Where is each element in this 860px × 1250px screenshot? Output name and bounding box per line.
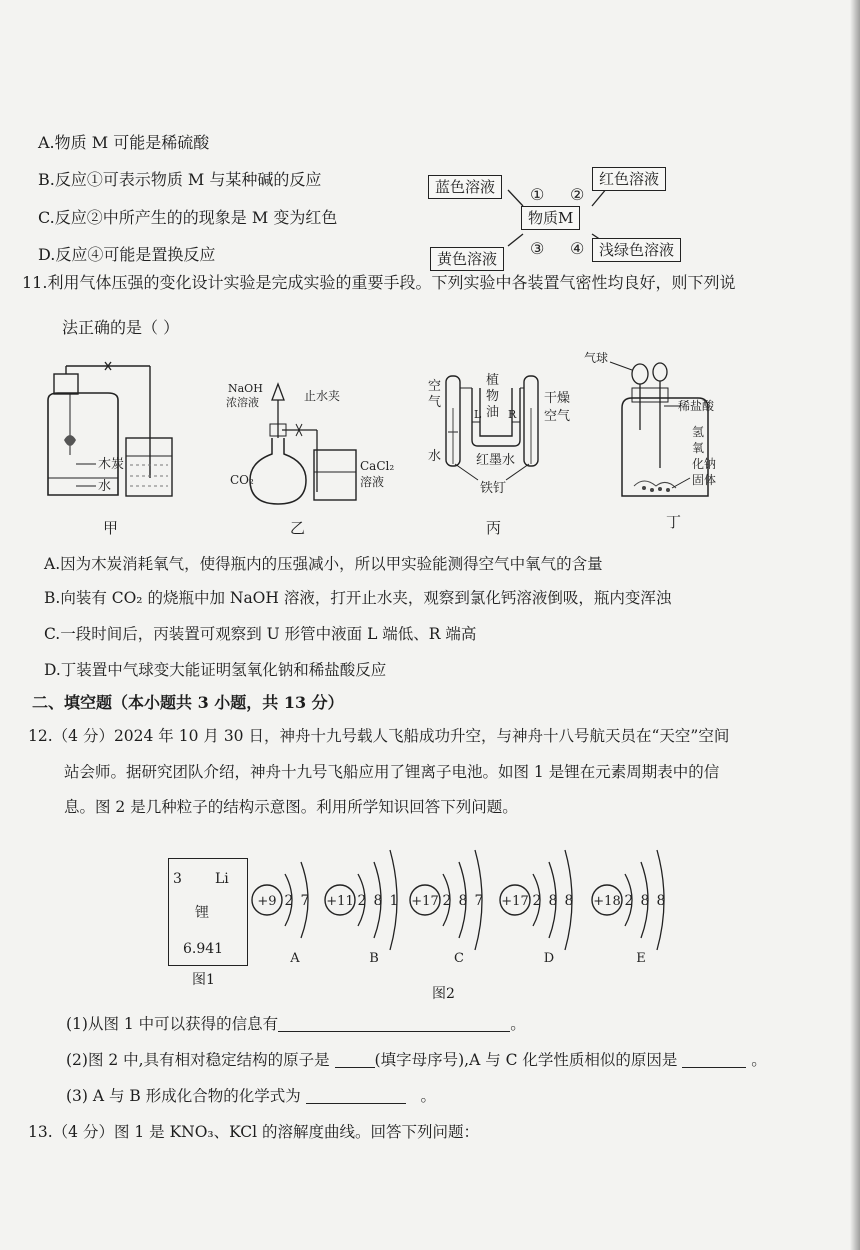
label-balloon: 气球 [584, 351, 609, 365]
label-naoh-solid-4: 固体 [692, 473, 717, 487]
particle-structure-diagrams [245, 830, 695, 980]
q12-sub1 [66, 1014, 526, 1034]
label-charcoal: 木炭 [98, 457, 125, 472]
label-air-1: 空 [428, 379, 442, 394]
electron-count: 8 [548, 893, 558, 909]
apparatus-jia [40, 360, 200, 510]
reaction-number-3: ③ [530, 239, 545, 258]
figure2-caption: 图2 [432, 986, 455, 1002]
label-air-2: 气 [428, 395, 442, 410]
atomic-number: 3 [173, 871, 182, 887]
box-lightgreen-solution: 浅绿色溶液 [592, 238, 681, 262]
q10-option-c: C.反应②中所产生的的现象是 M 变为红色 [38, 208, 338, 227]
particle-letter: B [369, 951, 379, 966]
q11-option-c: C.一段时间后，丙装置可观察到 U 形管中液面 L 端低、R 端高 [44, 625, 477, 643]
particle-letter: C [454, 951, 464, 966]
reaction-number-1: ① [530, 185, 545, 204]
electron-count: 1 [389, 893, 399, 909]
particle-group [252, 850, 665, 966]
label-co2: CO₂ [230, 473, 254, 487]
q11-stem-line1: 11.利用气体压强的变化设计实验是完成实验的重要手段。下列实验中各装置气密性均良好，则下列说 [22, 273, 736, 292]
q10-option-b: B.反应①可表示物质 M 与某种碱的反应 [38, 170, 322, 189]
particle-C [410, 850, 483, 966]
q12-line2: 站会师。据研究团队介绍，神舟十九号飞船应用了锂离子电池。如图 1 是锂在元素周期表中的信 [64, 763, 720, 781]
electron-count: 7 [300, 893, 310, 909]
caption-ding: 丁 [666, 513, 682, 531]
electron-count: 7 [474, 893, 484, 909]
caption-yi: 乙 [290, 519, 306, 537]
electron-count: 2 [532, 893, 542, 909]
label-naoh-solid-3: 化钠 [692, 457, 717, 471]
q12-sub1-end: 。 [510, 1015, 526, 1033]
q13-line1: 13.（4 分）图 1 是 KNO₃、KCl 的溶解度曲线。回答下列问题： [28, 1123, 480, 1141]
label-clamp: 止水夹 [304, 389, 341, 403]
label-red-ink: 红墨水 [476, 453, 516, 468]
electron-count: 2 [357, 893, 367, 909]
element-symbol: Li [215, 871, 229, 887]
label-dilute-hcl: 稀盐酸 [678, 399, 715, 413]
element-cell-li [168, 858, 248, 966]
apparatus-bing [420, 368, 590, 503]
box-blue-solution: 蓝色溶液 [428, 175, 502, 199]
atomic-mass: 6.941 [183, 941, 224, 957]
figure1-caption: 图1 [192, 972, 215, 988]
caption-jia: 甲 [103, 519, 119, 537]
reaction-number-2: ② [570, 185, 585, 204]
arrow-1 [508, 190, 523, 206]
label-iron-nail: 铁钉 [480, 481, 507, 496]
particle-letter: A [290, 951, 300, 966]
nucleus-charge: +17 [411, 894, 439, 909]
box-yellow-solution: 黄色溶液 [430, 247, 504, 271]
particle-D [500, 850, 573, 966]
electron-count: 2 [624, 893, 634, 909]
label-r-end: R [508, 408, 517, 421]
q12-sub2 [66, 1050, 767, 1070]
electron-count: 8 [656, 893, 666, 909]
q12-sub1-text: (1)从图 1 中可以获得的信息有 [66, 1015, 279, 1033]
particle-E [592, 850, 665, 966]
label-cacl2: CaCl₂ [360, 459, 395, 473]
answer-blank-4[interactable] [306, 1087, 406, 1104]
answer-blank-1[interactable] [278, 1015, 510, 1032]
q11-option-a: A.因为木炭消耗氧气，使得瓶内的压强减小，所以甲实验能测得空气中氧气的含量 [44, 555, 603, 573]
q12-sub2-text: (2)图 2 中,具有相对稳定结构的原子是 [66, 1051, 330, 1069]
electron-count: 8 [640, 893, 650, 909]
electron-count: 8 [564, 893, 574, 909]
scan-edge-shadow [850, 0, 860, 1250]
apparatus-yi [222, 380, 402, 505]
electron-count: 2 [442, 893, 452, 909]
label-water-jia: 水 [98, 479, 112, 494]
box-substance-m: 物质M [521, 206, 580, 230]
q12-sub3-text: (3) A 与 B 形成化合物的化学式为 [66, 1087, 301, 1105]
particle-letter: D [543, 951, 555, 966]
answer-blank-2[interactable] [335, 1051, 375, 1068]
q12-sub3-end: 。 [420, 1087, 436, 1105]
reaction-number-4: ④ [570, 239, 585, 258]
q12-line3: 息。图 2 是几种粒子的结构示意图。利用所学知识回答下列问题。 [64, 798, 518, 816]
electron-count: 8 [373, 893, 383, 909]
q11-option-d: D.丁装置中气球变大能证明氢氧化钠和稀盐酸反应 [44, 661, 387, 679]
nucleus-charge: +17 [501, 894, 529, 909]
q12-sub2-end: 。 [751, 1051, 767, 1069]
caption-bing: 丙 [486, 519, 502, 537]
particle-letter: E [636, 951, 646, 966]
label-cacl2-solution: 溶液 [360, 475, 385, 489]
electron-count: 8 [458, 893, 468, 909]
arrow-3 [508, 234, 523, 246]
label-dry-air: 空气 [544, 409, 571, 424]
element-name: 锂 [195, 905, 209, 921]
nucleus-charge: +9 [257, 894, 277, 909]
label-naoh: NaOH [228, 382, 263, 395]
q10-option-d: D.反应④可能是置换反应 [38, 245, 216, 264]
q11-stem-line2: 法正确的是（ ） [62, 318, 180, 337]
label-naoh-conc: 浓溶液 [226, 396, 259, 409]
nucleus-charge: +18 [593, 894, 621, 909]
q12-line1: 12.（4 分）2024 年 10 月 30 日，神舟十九号载人飞船成功升空，与神舟十八号航天员在“天空”空间 [28, 727, 730, 745]
nucleus-charge: +11 [326, 894, 354, 909]
answer-blank-3[interactable] [682, 1051, 746, 1068]
label-veg-oil-3: 油 [486, 405, 500, 420]
particle-B [325, 850, 398, 966]
q10-option-a: A.物质 M 可能是稀硫酸 [38, 133, 210, 152]
label-naoh-solid-1: 氢 [692, 425, 705, 439]
q12-sub2-mid: (填字母序号),A 与 C 化学性质相似的原因是 [374, 1051, 678, 1069]
particle-A [252, 862, 309, 966]
label-water-bing: 水 [428, 449, 442, 464]
q11-option-b: B.向装有 CO₂ 的烧瓶中加 NaOH 溶液，打开止水夹，观察到氯化钙溶液倒吸，瓶内变浑浊 [44, 589, 672, 607]
label-veg-oil-1: 植 [486, 373, 500, 388]
label-l-end: L [474, 408, 482, 421]
apparatus-ding [580, 348, 730, 503]
label-naoh-solid-2: 氧 [692, 441, 705, 455]
electron-count: 2 [284, 893, 294, 909]
box-red-solution: 红色溶液 [592, 167, 666, 191]
label-veg-oil-2: 物 [486, 389, 500, 404]
label-dry: 干燥 [544, 391, 571, 406]
q12-sub3 [66, 1086, 436, 1106]
section-2-title: 二、填空题（本小题共 3 小题，共 13 分） [32, 693, 344, 712]
